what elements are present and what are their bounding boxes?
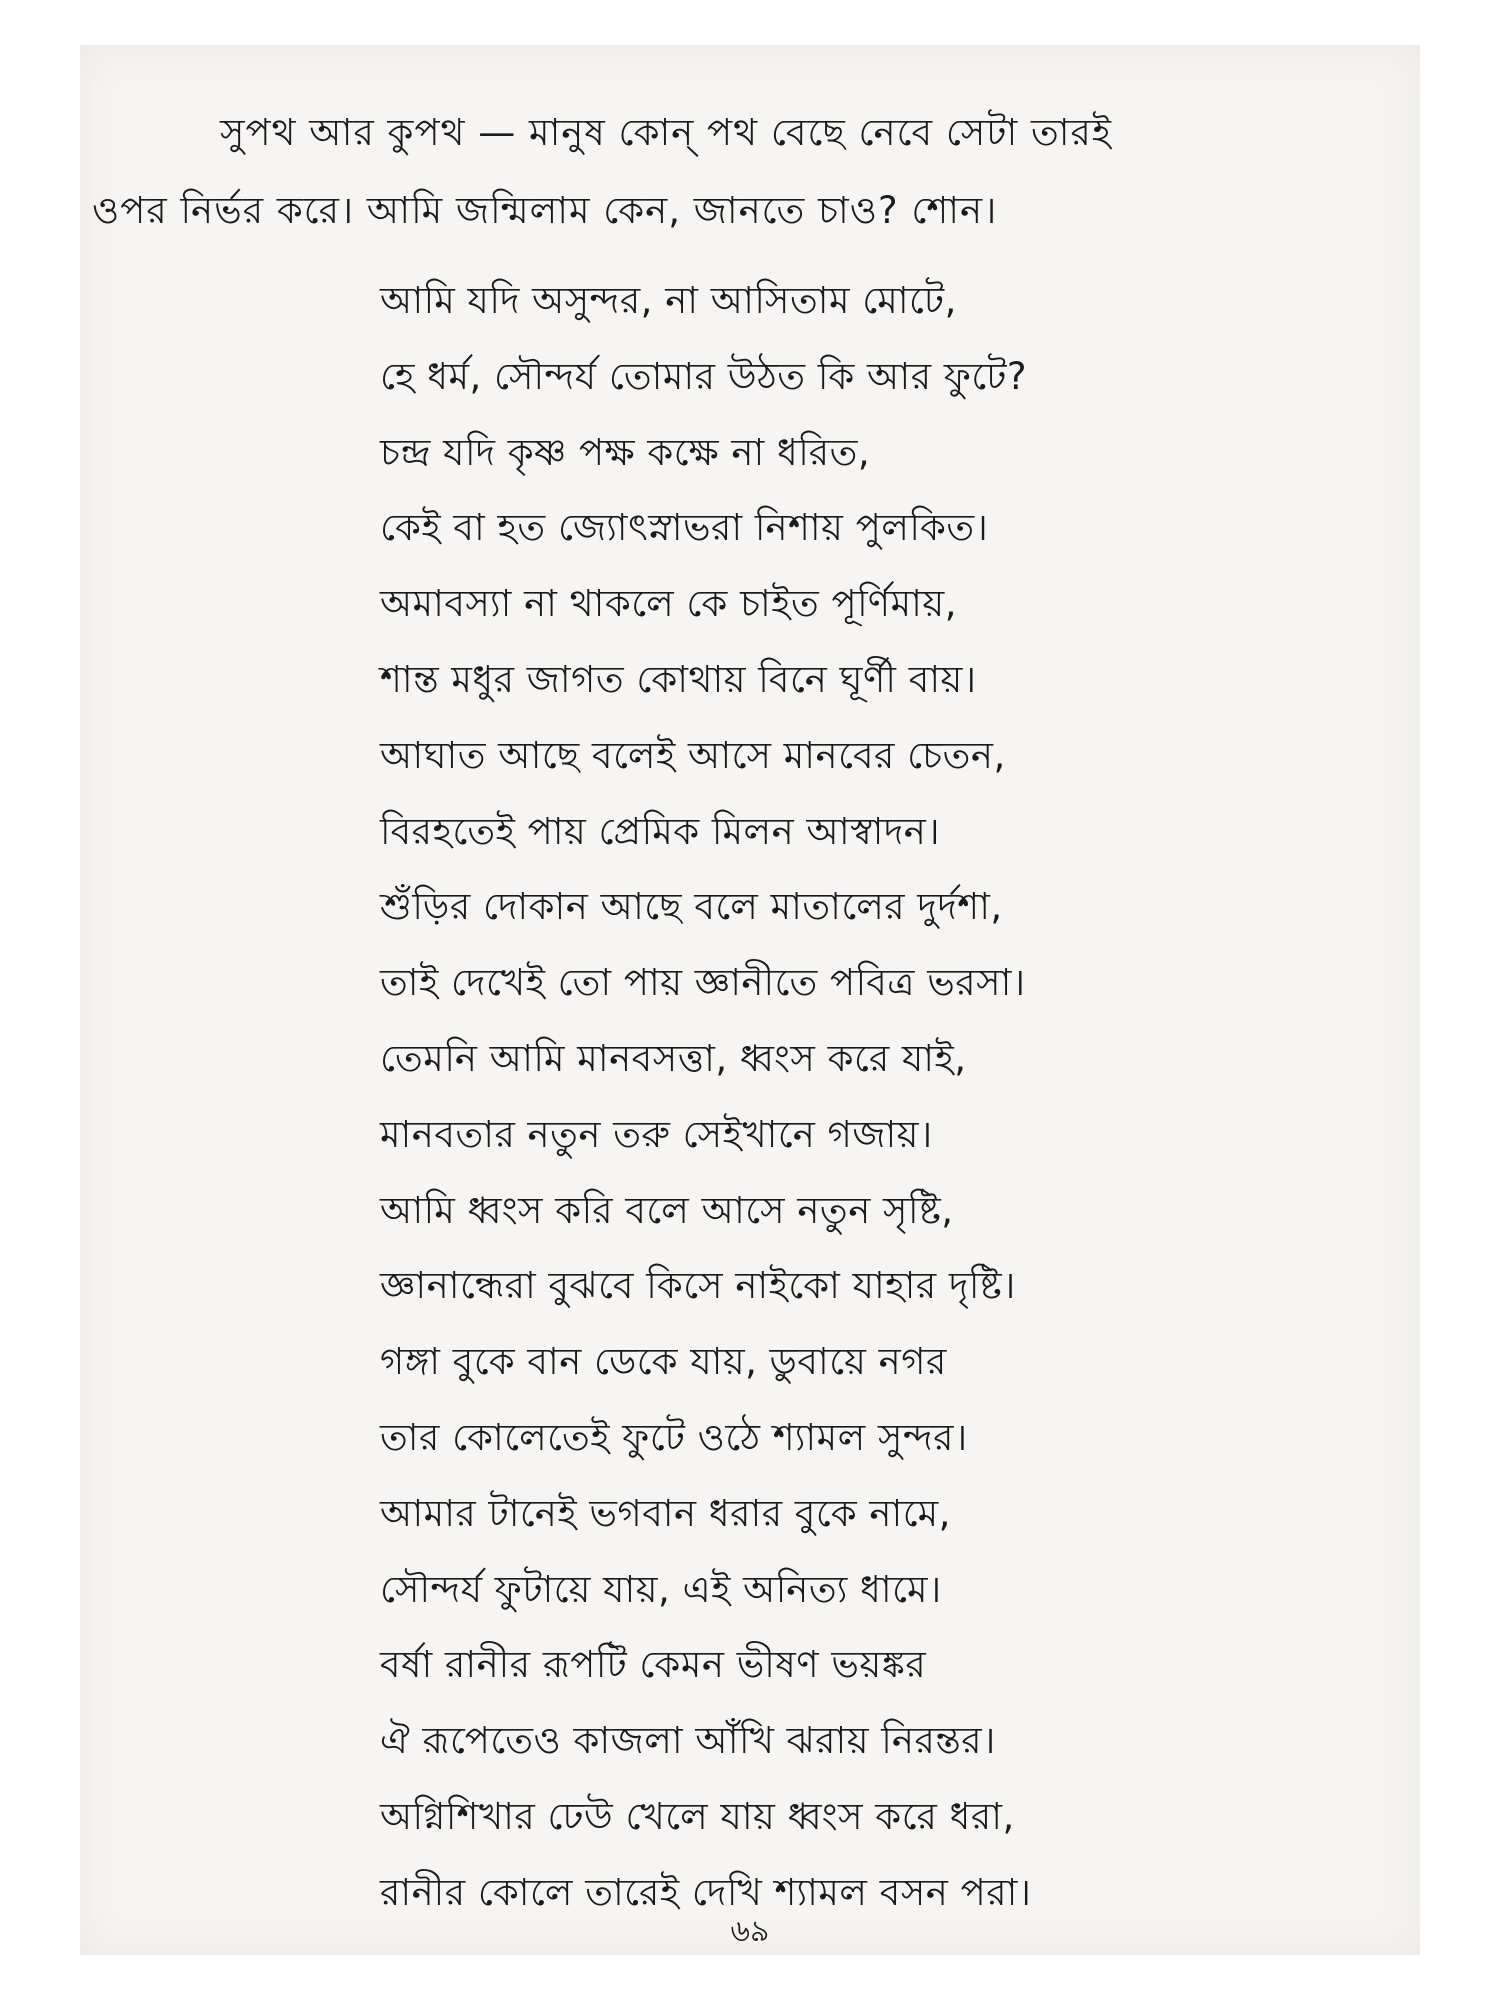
poem-line: তেমনি আমি মানবসত্তা, ধ্বংস করে যাই, (380, 1036, 967, 1080)
poem-line: শুঁড়ির দোকান আছে বলে মাতালের দুর্দশা, (380, 885, 1003, 929)
poem-line: বর্ষা রানীর রূপটি কেমন ভীষণ ভয়ঙ্কর (380, 1643, 927, 1687)
poem-line: শান্ত মধুর জাগত কোথায় বিনে ঘূর্ণী বায়। (380, 657, 977, 701)
poem (380, 263, 1032, 1931)
poem-line: গঙ্গা বুকে বান ডেকে যায়, ডুবায়ে নগর (380, 1340, 947, 1384)
poem-line: আঘাত আছে বলেই আসে মানবের চেতন, (380, 733, 1006, 777)
poem-line: অমাবস্যা না থাকলে কে চাইত পূর্ণিমায়, (380, 582, 957, 626)
poem-line: সৌন্দর্য ফুটায়ে যায়, এই অনিত্য ধামে। (380, 1567, 942, 1611)
poem-line: রানীর কোলে তারেই দেখি শ্যামল বসন পরা। (380, 1870, 1032, 1914)
book-page (80, 45, 1420, 1955)
poem-line: তার কোলেতেই ফুটে ওঠে শ্যামল সুন্দর। (380, 1415, 968, 1459)
poem-line: বিরহতেই পায় প্রেমিক মিলন আস্বাদন। (380, 809, 941, 853)
page-number: ৬৯ (730, 1914, 770, 1949)
poem-line: তাই দেখেই তো পায় জ্ঞানীতে পবিত্র ভরসা। (380, 961, 1026, 1005)
poem-line: অগ্নিশিখার ঢেউ খেলে যায় ধ্বংস করে ধরা, (380, 1794, 1015, 1838)
poem-line: হে ধর্ম, সৌন্দর্য তোমার উঠত কি আর ফুটে? (380, 354, 1028, 398)
poem-line: ঐ রূপেতেও কাজলা আঁখি ঝরায় নিরন্তর। (380, 1719, 996, 1763)
poem-line: আমি যদি অসুন্দর, না আসিতাম মোটে, (380, 279, 957, 322)
poem-line: আমি ধ্বংস করি বলে আসে নতুন সৃষ্টি, (380, 1188, 954, 1232)
poem-line: জ্ঞানান্ধেরা বুঝবে কিসে নাইকো যাহার দৃষ্টি। (380, 1264, 1016, 1308)
poem-line: চন্দ্র যদি কৃষ্ণ পক্ষ কক্ষে না ধরিত, (380, 430, 871, 474)
paragraph-line-1: সুপথ আর কুপথ — মানুষ কোন্ পথ বেছে নেবে সেটা তারই (220, 111, 1113, 154)
poem-line: আমার টানেই ভগবান ধরার বুকে নামে, (380, 1491, 951, 1535)
poem-line: মানবতার নতুন তরু সেইখানে গজায়। (380, 1112, 933, 1156)
poem-line: কেই বা হত জ্যোৎস্নাভরা নিশায় পুলকিত। (380, 506, 989, 550)
paragraph-line-2: ওপর নির্ভর করে। আমি জন্মিলাম কেন, জানতে চাও? শোন। (92, 189, 998, 232)
